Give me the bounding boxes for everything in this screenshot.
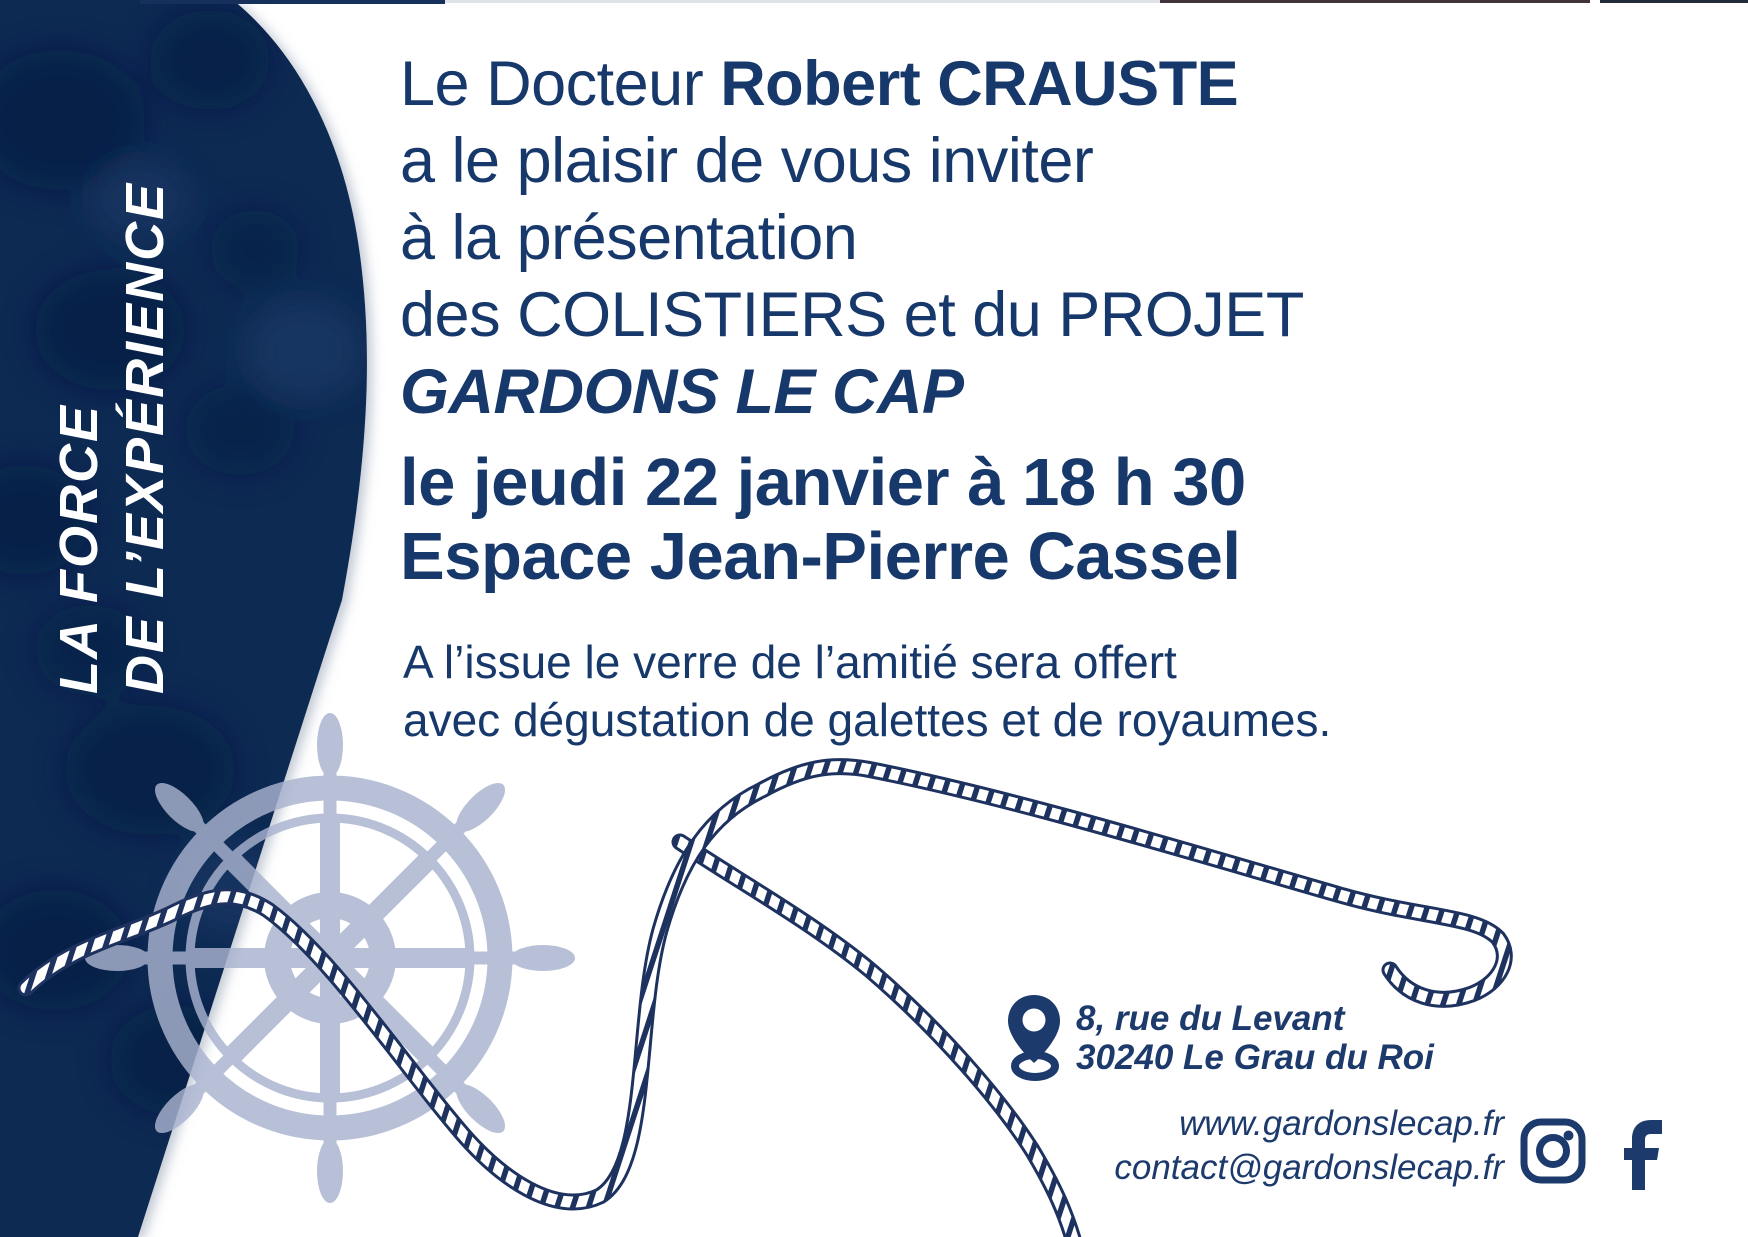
headline-line-2: a le plaisir de vous inviter [400,126,1094,196]
event-block [400,446,1246,594]
address-block [1004,993,1434,1083]
instagram-icon [1520,1118,1586,1184]
invitation-headline [400,46,1304,431]
details-line-2: avec dégustation de galettes et de royaumes. [403,694,1332,746]
slogan-line-1: LA FORCE [49,404,109,694]
address-line-2: 30240 Le Grau du Roi [1076,1038,1434,1077]
slogan-line-2: DE L’EXPÉRIENCE [115,181,175,694]
contact-block [1114,1102,1504,1190]
address-line-1: 8, rue du Levant [1076,999,1345,1038]
contact-email: contact@gardonslecap.fr [1114,1148,1504,1187]
headline-line-1: Le Docteur Robert CRAUSTE [400,49,1239,119]
event-datetime: le jeudi 22 janvier à 18 h 30 [400,445,1246,520]
reception-details [403,633,1331,749]
location-pin-icon [1004,993,1064,1083]
website-url: www.gardonslecap.fr [1179,1104,1504,1143]
details-line-1: A l’issue le verre de l’amitié sera offert [403,636,1177,688]
doctor-name: Robert CRAUSTE [720,49,1239,119]
headline-line-4: des COLISTIERS et du PROJET [400,280,1304,350]
facebook-icon [1624,1120,1664,1190]
headline-line-3: à la présentation [400,203,858,273]
sidebar-slogan [46,34,178,694]
project-name: GARDONS LE CAP [400,357,964,427]
event-venue: Espace Jean-Pierre Cassel [400,519,1241,594]
top-edge-artifact [0,0,1748,5]
